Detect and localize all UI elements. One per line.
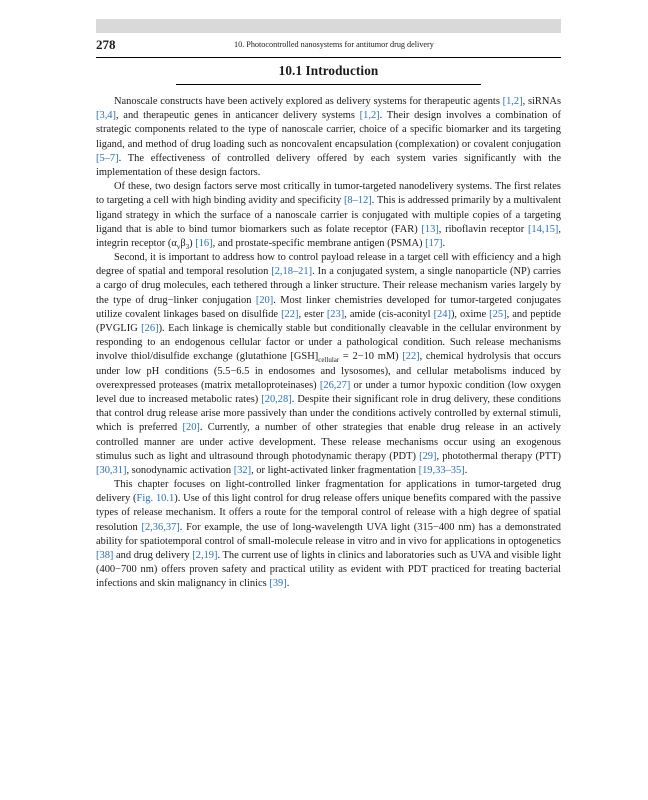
citation-link[interactable]: [20] <box>182 422 200 434</box>
paragraph <box>96 478 561 592</box>
text-run: . Despite their significant role in drug delivery, these conditions that control drug release arise more passively than under the conditions actively controlled by external stimuli, which is preferred <box>96 393 561 434</box>
citation-link[interactable]: [16] <box>195 237 213 249</box>
citation-link[interactable]: [2,36,37] <box>141 521 180 533</box>
citation-link[interactable]: [5–7] <box>96 152 119 164</box>
text-run: . <box>442 237 446 249</box>
citation-link[interactable]: [19,33–35] <box>418 464 465 476</box>
paragraph <box>96 180 561 251</box>
text-run: . This is addressed primarily by a multivalent ligand strategy in which the surface of a nanoscale carrier is conjugated with multiple copies of a targeting ligand that is able to bind tumor biomarkers such as folate receptor (FAR) <box>96 195 562 235</box>
paragraph <box>96 95 561 180</box>
subscript: v <box>176 242 181 251</box>
citation-link[interactable]: [22] <box>281 308 299 320</box>
text-run: , integrin receptor (α <box>96 223 561 249</box>
citation-link[interactable]: [24] <box>433 308 451 320</box>
text-run: = 2−10 mM) <box>339 351 403 363</box>
text-run: . Currently, a number of other strategies that enable drug release in an actively controlled manner are under active development. These release mechanisms occur using an exogenous stimulus such as light and ultrasound through photodynamic therapy (PDT) <box>96 422 561 462</box>
citation-link[interactable]: [22] <box>402 351 420 363</box>
text-run: . Most linker chemistries developed for tumor-targeted conjugates utilize covalent linkages based on disulfide <box>96 294 561 320</box>
citation-link[interactable]: [30,31] <box>96 464 127 476</box>
subscript: 3 <box>185 242 190 251</box>
text-run: ). Each linkage is chemically stable but conditionally cleavable in the cellular environment by responding to an endogenous cellular factor or under a pathological condition. Such release mechanisms involve thiol/disulfide exchange (glutathione [GSH] <box>96 323 561 363</box>
text-run: . The effectiveness of controlled delivery offered by each system varies significantly with the implementation of these design factors. <box>96 152 561 178</box>
text-run: Of these, two design factors serve most critically in tumor-targeted nanodelivery systems. The first relates to targeting a cell with high binding avidity and specificity <box>96 181 561 207</box>
citation-link[interactable]: [20,28] <box>261 393 292 405</box>
text-run: and drug delivery <box>113 550 193 561</box>
body-text <box>96 95 561 592</box>
citation-link[interactable]: [39] <box>269 578 287 590</box>
text-run: , sonodynamic activation <box>126 464 234 476</box>
citation-link[interactable]: [26] <box>141 323 159 334</box>
text-run: . <box>286 578 290 590</box>
citation-link[interactable]: [23] <box>326 308 345 320</box>
text-run: ). Use of this light control for drug release offers unique benefits compared with the passive types of release mechanism. It offers a route for the temporal control of release with a high degree of spatial resolution <box>96 493 561 533</box>
text-run: , photothermal therapy (PTT) <box>436 450 561 462</box>
text-run: or under a tumor hypoxic condition (low oxygen level due to increased metabolic rates) <box>96 379 561 405</box>
text-run: , and therapeutic genes in anticancer delivery systems <box>116 110 360 122</box>
text-run: . For example, the use of long-wavelength UVA light (315−400 nm) has a demonstrated ability for spatiotemporal control of small-molecule release in vitro and in vivo for applications in optogenetics <box>96 521 561 547</box>
text-run: , siRNAs <box>522 96 562 107</box>
text-run: . The current use of lights in clinics and laboratories such as UVA and visible light (400−700 nm) offers proven safety and practical utility as evident with PDT practiced for treating bacterial infections and skin malignancy in clinics <box>96 550 562 590</box>
text-run: , and prostate-specific membrane antigen (PSMA) <box>212 237 426 249</box>
text-run: , amide (cis-aconityl <box>344 308 434 320</box>
text-run: , chemical hydrolysis that occurs under low pH conditions (5.5−6.5 in endosomes and lysosomes), and cellular metabolisms induced by overexpressed proteases (matrix metalloproteinases) <box>96 351 561 391</box>
citation-link[interactable]: [26,27] <box>319 379 351 391</box>
citation-link[interactable]: [2,18–21] <box>271 266 313 278</box>
citation-link[interactable]: [32] <box>233 464 252 476</box>
citation-link[interactable]: [25] <box>489 308 507 320</box>
citation-link[interactable]: [17] <box>425 237 443 249</box>
text-run: . Their design involves a combination of strategic components related to the type of nanoscale carrier, choice of a specific biomarker and its targeting ligand, and method of drug loading such as noncovalent encapsulation (complexation) or covalent conjugation <box>96 110 561 150</box>
text-run: This chapter focuses on light-controlled linker fragmentation for applications in tumor-targeted drug delivery ( <box>96 479 561 505</box>
subscript: cellular <box>318 356 340 365</box>
citation-link[interactable]: [8–12] <box>343 195 372 207</box>
top-bar <box>96 19 561 33</box>
citation-link[interactable]: Fig. 10.1 <box>136 493 175 505</box>
text-run: . <box>464 464 468 476</box>
section-rule <box>176 84 481 85</box>
citation-link[interactable]: [1,2] <box>502 96 523 107</box>
text-run: Second, it is important to address how to control payload release in a target cell with efficiency and a high degree of spatial and temporal resolution <box>96 252 561 278</box>
citation-link[interactable]: [14,15] <box>527 223 559 235</box>
page-header <box>96 36 561 54</box>
text-run: ) <box>189 237 196 249</box>
page-number: 278 <box>96 37 116 52</box>
section-title: 10.1 Introduction <box>278 63 379 78</box>
text-run: , riboflavin receptor <box>438 223 528 235</box>
text-run: Nanoscale constructs have been actively explored as delivery systems for therapeutic agents <box>114 96 503 107</box>
citation-link[interactable]: [29] <box>419 450 437 462</box>
citation-link[interactable]: [1,2] <box>359 110 380 122</box>
text-run: , or light-activated linker fragmentation <box>251 464 419 476</box>
header-rule <box>96 57 561 58</box>
paragraph <box>96 251 561 478</box>
running-title: 10. Photocontrolled nanosystems for antitumor drug delivery <box>234 40 434 49</box>
citation-link[interactable]: [2,19] <box>192 550 218 561</box>
citation-link[interactable]: [3,4] <box>96 110 116 122</box>
text-run: . In a conjugated system, a single nanoparticle (NP) carries a cargo of drug molecules, each tethered through a linker structure. Their release mechanism varies largely by the type of drug−linker conjugation <box>96 266 561 306</box>
citation-link[interactable]: [20] <box>255 294 274 306</box>
citation-link[interactable]: [13] <box>421 223 439 235</box>
text-run: ), oxime <box>450 308 490 320</box>
text-run: , ester <box>298 308 327 320</box>
citation-link[interactable]: [38] <box>96 550 114 561</box>
text-run: , and peptide (PVGLIG <box>96 308 562 334</box>
text-run: β <box>180 237 186 249</box>
